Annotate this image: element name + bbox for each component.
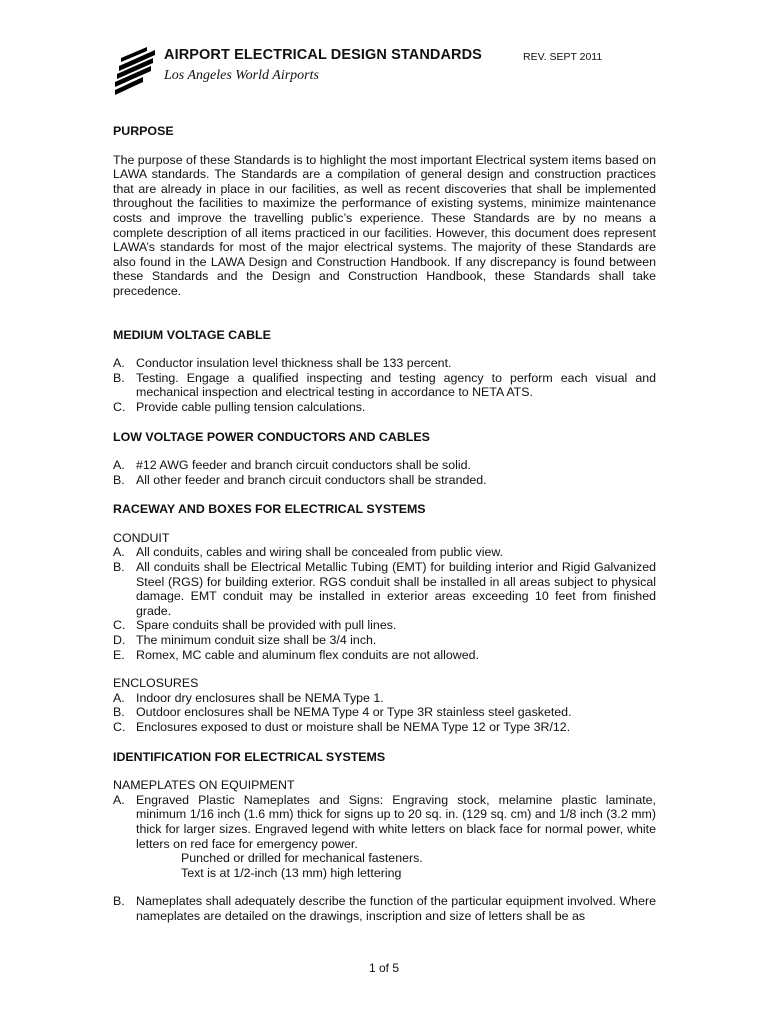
list-item: A. Indoor dry enclosures shall be NEMA Type 1. — [113, 690, 384, 705]
organization-name: Los Angeles World Airports — [164, 68, 319, 83]
list-item: B. Nameplates shall adequately describe the function of the particular equipment involved. Where nameplates are detailed on the drawings, inscription and size of letters shall be as — [113, 894, 656, 923]
revision-date: REV. SEPT 2011 — [523, 51, 603, 63]
purpose-paragraph: The purpose of these Standards is to highlight the most important Electrical system items based on LAWA standards. The Standards are a compilation of general design and construction practices that are already in place in our facilities, as well as recent discoveries that shall be implemented throughout the facilities to maximize the performance of existing systems, minimize maintenance costs and improve the travelling public’s experience. These Standards are by no means a complete description of all items practiced in our facilities. However, this document does represent LAWA’s standards for most of the major electrical systems. The majority of these Standards are also found in the LAWA Design and Construction Handbook. If any discrepancy is found between these Standards and the Design and Construction Handbook, these Standards shall take precedence. — [113, 152, 656, 298]
medium-voltage-list — [113, 356, 656, 414]
medium-voltage-heading: MEDIUM VOLTAGE CABLE — [113, 327, 271, 342]
list-item: A. All conduits, cables and wiring shall be concealed from public view. — [113, 545, 504, 560]
nameplates-label: NAMEPLATES ON EQUIPMENT — [113, 778, 295, 793]
document-body — [113, 124, 656, 924]
page-number: 1 of 5 — [368, 961, 400, 975]
list-item: B. All other feeder and branch circuit conductors shall be stranded. — [113, 472, 487, 487]
list-item: A. Conductor insulation level thickness shall be 133 percent. — [113, 356, 452, 371]
raceway-heading: RACEWAY AND BOXES FOR ELECTRICAL SYSTEMS — [113, 502, 426, 517]
enclosures-list — [113, 691, 656, 735]
list-item: C. Spare conduits shall be provided with pull lines. — [113, 618, 397, 633]
list-item: D. The minimum conduit size shall be 3/4 inch. — [113, 633, 377, 648]
enclosures-label: ENCLOSURES — [113, 676, 199, 691]
list-item: B. All conduits shall be Electrical Metallic Tubing (EMT) for building interior and Rigid Galvanized Steel (RGS) for building exterior. RGS conduit shall be installed in all areas subject to physical damage. EMT conduit may be installed in exterior areas exceeding 10 feet from finished grade. — [113, 560, 656, 618]
sub-item: Text is at 1/2-inch (13 mm) high lettering — [181, 865, 402, 880]
purpose-heading: PURPOSE — [113, 124, 174, 138]
conduit-label: CONDUIT — [113, 530, 170, 545]
list-item: E. Romex, MC cable and aluminum flex conduits are not allowed. — [113, 647, 479, 662]
list-item: C. Provide cable pulling tension calculations. — [113, 399, 366, 414]
document-title: AIRPORT ELECTRICAL DESIGN STANDARDS — [164, 47, 482, 63]
nameplates-list — [113, 793, 656, 924]
low-voltage-heading: LOW VOLTAGE POWER CONDUCTORS AND CABLES — [113, 429, 430, 444]
sub-item: Punched or drilled for mechanical fasteners. — [181, 851, 423, 866]
list-item: A. #12 AWG feeder and branch circuit conductors shall be solid. — [113, 458, 471, 473]
list-item: B. Outdoor enclosures shall be NEMA Type 4 or Type 3R stainless steel gasketed. — [113, 705, 572, 720]
lawa-logo-icon — [113, 46, 157, 96]
identification-heading: IDENTIFICATION FOR ELECTRICAL SYSTEMS — [113, 749, 386, 764]
list-item: B. Testing. Engage a qualified inspecting and testing agency to perform each visual and mechanical inspection and electrical testing in accordance to NETA ATS. — [113, 370, 656, 400]
low-voltage-list — [113, 458, 656, 487]
list-item: C. Enclosures exposed to dust or moisture shall be NEMA Type 12 or Type 3R/12. — [113, 720, 571, 734]
conduit-list — [113, 545, 656, 662]
list-item: A. Engraved Plastic Nameplates and Signs: Engraving stock, melamine plastic laminate, minimum 1/16 inch (1.6 mm) thick for signs up to 20 sq. in. (129 sq. cm) and 1/8 inch (3.2 mm) thick for larger sizes. Engraved legend with white letters on black face for normal power, white letters on red face for emergency power. Punched or drilled for mechanical fasteners. Text is at 1/2-inch (13 mm) high lettering — [113, 792, 656, 880]
